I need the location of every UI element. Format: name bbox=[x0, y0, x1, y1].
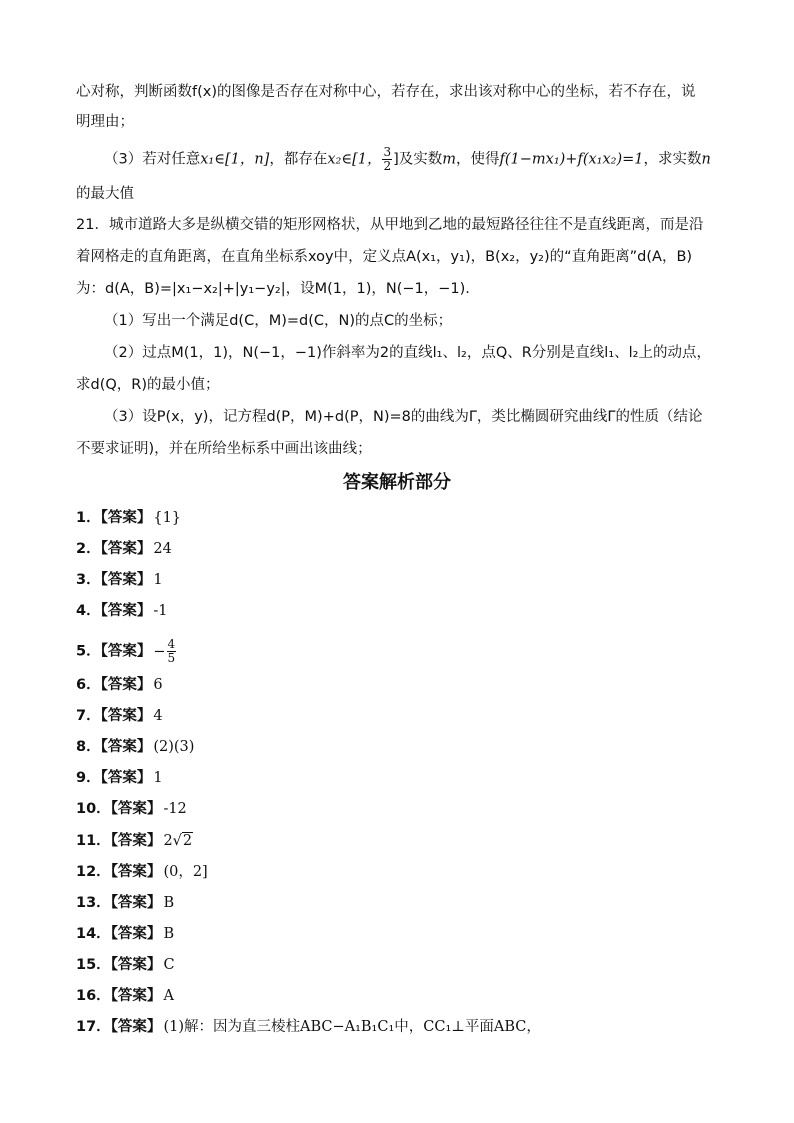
answer-number: 10． bbox=[76, 801, 111, 817]
answer-number: 13． bbox=[76, 895, 111, 911]
question-20-part-3-line-2: 的最大值 bbox=[76, 186, 134, 202]
fraction-three-halves: $\frac{3}{2}$ bbox=[383, 145, 392, 173]
answer-tag: 【答案】 bbox=[110, 988, 162, 1004]
question-21-part-1: （1）写出一个满足d(C，M)=d(C，N)的点C的坐标； bbox=[104, 313, 453, 329]
answer-item bbox=[76, 799, 187, 819]
answer-item bbox=[76, 955, 175, 975]
answer-tag: 【答案】 bbox=[110, 957, 162, 973]
answer-value bbox=[163, 833, 193, 849]
answer-number: 4． bbox=[76, 603, 101, 619]
answer-value: {1} bbox=[153, 510, 182, 526]
answer-item bbox=[76, 768, 163, 788]
answer-tag: 【答案】 bbox=[100, 541, 152, 557]
answer-tag: 【答案】 bbox=[110, 926, 162, 942]
answer-value: (2)(3) bbox=[153, 739, 195, 755]
answer-tag: 【答案】 bbox=[100, 510, 152, 526]
answer-number: 9． bbox=[76, 770, 101, 786]
answer-tag: 【答案】 bbox=[110, 864, 162, 880]
answer-item bbox=[76, 1017, 541, 1037]
intro-line-2: 明理由； bbox=[76, 114, 134, 130]
answer-tag: 【答案】 bbox=[110, 1019, 162, 1035]
answer-value: 1 bbox=[153, 572, 163, 588]
answer-value: 4 bbox=[153, 708, 163, 724]
answer-fraction: $\frac{4}{5}$ bbox=[167, 637, 176, 665]
answer-number: 11． bbox=[76, 833, 111, 849]
answer-tag: 【答案】 bbox=[100, 677, 152, 693]
answer-value: 24 bbox=[153, 541, 172, 557]
answer-sqrt: 2√2 bbox=[163, 833, 193, 849]
answer-item bbox=[76, 675, 163, 695]
answer-item bbox=[76, 601, 167, 621]
answer-item bbox=[76, 862, 208, 882]
answer-number: 12． bbox=[76, 864, 111, 880]
answer-value: (0，2] bbox=[163, 864, 208, 880]
question-21-part-3-line-1: （3）设P(x，y)，记方程d(P，M)+d(P，N)=8的曲线为Γ，类比椭圆研究曲线Γ的性质（结论 bbox=[104, 409, 703, 425]
answer-tag: 【答案】 bbox=[100, 770, 152, 786]
question-21-part-2-line-1: （2）过点M(1，1)，N(−1，−1)作斜率为2的直线l₁、l₂，点Q、R分别是直线l₁、l₂上的动点， bbox=[104, 345, 711, 361]
answer-number: 3． bbox=[76, 572, 101, 588]
answer-value: C bbox=[163, 957, 175, 973]
answer-tag: 【答案】 bbox=[100, 708, 152, 724]
answer-tag: 【答案】 bbox=[110, 801, 162, 817]
answer-number: 7． bbox=[76, 708, 101, 724]
answer-number: 2． bbox=[76, 541, 101, 557]
answer-value: -1 bbox=[153, 603, 168, 619]
answer-tag: 【答案】 bbox=[100, 603, 152, 619]
answer-number: 1． bbox=[76, 510, 101, 526]
answer-tag: 【答案】 bbox=[100, 643, 152, 660]
section-title: 答案解析部分 bbox=[343, 472, 451, 493]
answer-value: A bbox=[163, 988, 174, 1004]
answer-item bbox=[76, 570, 163, 590]
answer-value: 6 bbox=[153, 677, 163, 693]
answer-item bbox=[76, 986, 174, 1006]
answer-value: − $\frac{4}{5}$ bbox=[153, 637, 176, 665]
answer-value: B bbox=[163, 926, 175, 942]
question-21-line-3: 为：d(A，B)=|x₁−x₂|+|y₁−y₂|，设M(1，1)，N(−1，−1). bbox=[76, 281, 470, 297]
answer-item bbox=[76, 831, 193, 851]
answer-number: 16． bbox=[76, 988, 111, 1004]
answer-value: B bbox=[163, 895, 175, 911]
answer-item bbox=[76, 737, 194, 757]
answer-item bbox=[76, 539, 172, 559]
intro-line-1: 心对称，判断函数f(x)的图像是否存在对称中心，若存在，求出该对称中心的坐标，若不存在，说 bbox=[76, 84, 696, 100]
question-21-part-2-line-2: 求d(Q，R)的最小值； bbox=[76, 377, 220, 393]
answer-item bbox=[76, 638, 177, 665]
answer-value: 1 bbox=[153, 770, 163, 786]
question-20-part-3: （3）若对任意x₁∈[1，n]，都存在x₂∈[1， $\frac{3}{2}$ ]及实数m，使得f(1−mx₁)+f(x₁x₂)=1，求实数n bbox=[104, 145, 711, 173]
answer-tag: 【答案】 bbox=[110, 895, 162, 911]
question-21-part-3-line-2: 不要求证明)，并在所给坐标系中画出该曲线； bbox=[76, 441, 372, 457]
answer-number: 5． bbox=[76, 643, 101, 660]
answer-item bbox=[76, 893, 174, 913]
answer-tag: 【答案】 bbox=[100, 572, 152, 588]
answer-item bbox=[76, 706, 163, 726]
answer-number: 15． bbox=[76, 957, 111, 973]
question-21-line-1: 21．城市道路大多是纵横交错的矩形网格状，从甲地到乙地的最短路径往往不是直线距离，而是沿 bbox=[76, 217, 704, 233]
answer-tag: 【答案】 bbox=[100, 739, 152, 755]
answer-value: (1)解：因为直三棱柱ABC−A₁B₁C₁中，CC₁⊥平面ABC， bbox=[163, 1019, 541, 1035]
answer-item bbox=[76, 508, 181, 528]
answer-number: 17． bbox=[76, 1019, 111, 1035]
answer-item bbox=[76, 924, 174, 944]
answer-number: 6． bbox=[76, 677, 101, 693]
answer-value: -12 bbox=[163, 801, 187, 817]
answer-number: 8． bbox=[76, 739, 101, 755]
answer-number: 14． bbox=[76, 926, 111, 942]
answer-tag: 【答案】 bbox=[110, 833, 162, 849]
question-21-line-2: 着网格走的直角距离，在直角坐标系xoy中，定义点A(x₁，y₁)，B(x₂，y₂)的“直角距离”d(A，B) bbox=[76, 249, 693, 265]
